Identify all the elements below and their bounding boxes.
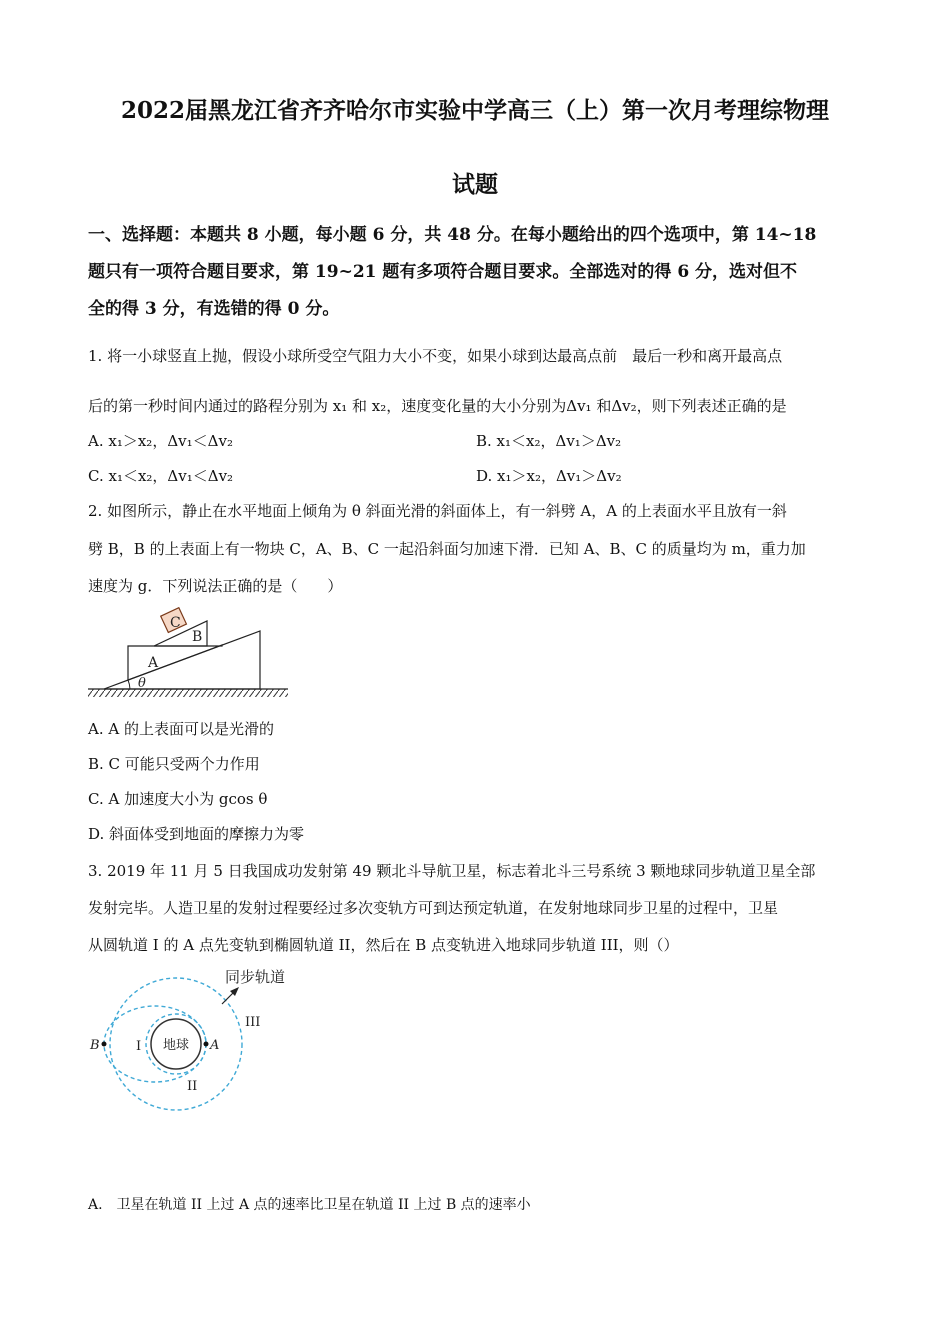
page-title-continued: 试题	[452, 171, 498, 198]
page-title: 2022届黑龙江省齐齐哈尔市实验中学高三（上）第一次月考理综物理	[120, 97, 829, 124]
point-b	[102, 1042, 107, 1047]
q2-option-b: B. C 可能只受两个力作用	[88, 755, 260, 773]
q3-orbit-figure	[80, 962, 310, 1122]
section-instructions-line3: 全的得 3 分，有选错的得 0 分。	[88, 299, 340, 319]
q2-incline-figure	[86, 603, 296, 703]
label-point-b: B	[90, 1038, 100, 1053]
earth-label: 地球	[162, 1038, 190, 1053]
q1-stem-line2: 后的第一秒时间内通过的路程分别为 x₁ 和 x₂，速度变化量的大小分别为Δv₁ 和Δv₂，则下列表述正确的是	[88, 397, 787, 415]
label-point-a: A	[210, 1038, 220, 1053]
q2-stem-line2: 劈 B，B 的上表面上有一物块 C，A、B、C 一起沿斜面匀加速下滑．已知 A、B、C 的质量均为 m，重力加	[88, 540, 806, 558]
q1-option-b: B. x₁＜x₂，Δv₁＞Δv₂	[476, 432, 622, 450]
q2-option-c: C. A 加速度大小为 gcos θ	[88, 790, 268, 808]
label-a: A	[148, 655, 159, 671]
q1-option-a: A. x₁＞x₂，Δv₁＜Δv₂	[88, 432, 233, 450]
q3-stem-line2: 发射完毕。人造卫星的发射过程要经过多次变轨方可到达预定轨道，在发射地球同步卫星的过程中，卫星	[88, 899, 779, 917]
point-a	[204, 1042, 209, 1047]
label-b: B	[192, 629, 203, 645]
wedge-a	[128, 645, 222, 680]
q2-option-d: D. 斜面体受到地面的摩擦力为零	[88, 825, 305, 843]
q3-stem-line3: 从圆轨道 I 的 A 点先变轨到椭圆轨道 II，然后在 B 点变轨进入地球同步轨道 III，则（）	[88, 936, 679, 954]
q1-option-d: D. x₁＞x₂，Δv₁＞Δv₂	[476, 467, 622, 485]
q3-stem-line1: 3. 2019 年 11 月 5 日我国成功发射第 49 颗北斗导航卫星，标志着北斗三号系统 3 颗地球同步轨道卫星全部	[88, 862, 816, 880]
q2-stem-line1: 2. 如图所示，静止在水平地面上倾角为 θ 斜面光滑的斜面体上，有一斜劈 A，A 的上表面水平且放有一斜	[88, 502, 787, 520]
label-c: C	[170, 615, 181, 631]
section-instructions-line1: 一、选择题：本题共 8 小题，每小题 6 分，共 48 分。在每小题给出的四个选项中，第 14~18	[88, 225, 817, 245]
label-theta: θ	[138, 676, 146, 691]
q2-option-a: A. A 的上表面可以是光滑的	[88, 720, 274, 738]
q3-option-a: A. 卫星在轨道 II 上过 A 点的速率比卫星在轨道 II 上过 B 点的速率小	[88, 1197, 531, 1213]
section-instructions-line2: 题只有一项符合题目要求，第 19~21 题有多项符合题目要求。全部选对的得 6 分，选对但不	[88, 262, 798, 282]
label-orbit-ii: II	[187, 1079, 198, 1094]
sync-orbit-label: 同步轨道	[225, 968, 286, 986]
angle-arc	[128, 680, 130, 689]
q1-stem-line1: 1. 将一小球竖直上抛，假设小球所受空气阻力大小不变，如果小球到达最高点前 最后一秒和离开最高点	[88, 347, 783, 365]
ground-hatching	[88, 689, 288, 697]
label-orbit-iii: III	[245, 1015, 261, 1030]
q2-stem-line3: 速度为 g．下列说法正确的是（ ）	[88, 577, 343, 595]
q1-option-c: C. x₁＜x₂，Δv₁＜Δv₂	[88, 467, 234, 485]
label-orbit-i: I	[136, 1039, 142, 1054]
